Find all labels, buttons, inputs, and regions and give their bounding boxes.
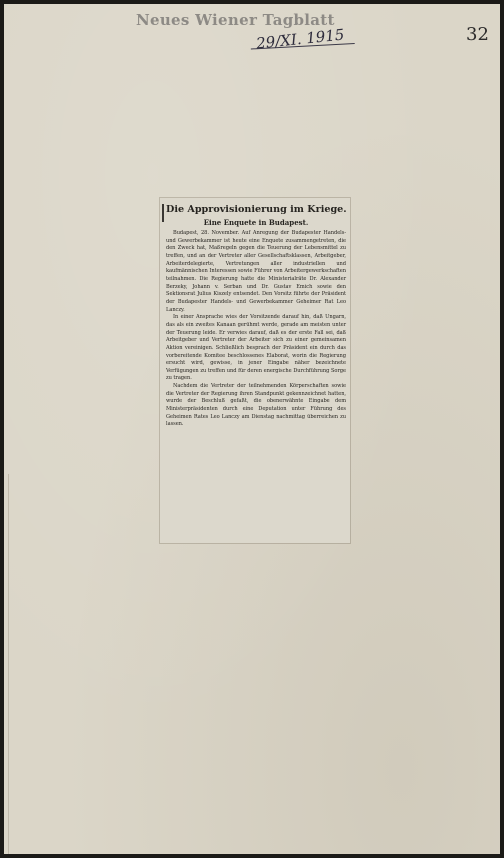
- page-number: 32: [466, 24, 489, 45]
- article-paragraph: In einer Ansprache wies der Vorsitzende darauf hin, daß Ungarn, das als ein zweites Kanaan gerühmt werde, gerade am meisten unter der Teuerung leide. Er verwies darauf, daß es der erste Fall sei, daß Arbeitgeber und Vertreter der Arbeiter sich zu einer gemeinsamen Aktion vereinigen. Schließlich besprach der Präsident ein durch das vorbereitende Komitee beschlossenes Elaborat, worin die Regierung ersucht wird, gewisse, in jener Eingabe näher bezeichnete Verfügungen zu treffen und für deren energische Durchführung Sorge zu tragen.: [166, 314, 346, 382]
- archive-page: [4, 4, 500, 854]
- article-paragraph: Nachdem die Vertreter der teilnehmenden Körperschaften sowie die Vertreter der Regierung ihren Standpunkt gekennzeichnet hatten, wurde der Beschluß gefaßt, die obenerwähnte Eingabe dem Ministerpräsidenten durch eine Deputation unter Führung des Geheimen Rates Leo Lanczy am Dienstag nachmittag überreichen zu lassen.: [166, 383, 346, 428]
- article-paragraph: Budapest, 28. November. Auf Anregung der Budapester Handels- und Gewerbekammer ist heute eine Enquete zusammengetreten, die den Zweck hat, Maßregeln gegen die Teuerung der Lebensmittel zu treffen, und an der Vertreter aller Gesellschaftsklassen, Arbeitgeber, Arbeiterdelegierte, Vertretungen aller industriellen und kaufmännischen Interessen sowie Führer von Arbeitergewerkschaften teilnahmen. Die Regierung hatte die Ministerialräte Dr. Alexander Berzeky, Johann v. Serban und Dr. Gustav Emich sowie den Sektionsrat Julius Kiszely entsendet. Den Vorsitz führte der Präsident der Budapester Handels- und Gewerbekammer Geheimer Rat Leo Lanczy.: [166, 230, 346, 313]
- article-headline: Die Approvisionierung im Kriege.: [166, 204, 347, 215]
- handwritten-date: 29/XI. 1915: [255, 25, 346, 53]
- newspaper-clipping: [160, 198, 350, 543]
- clipping-edge-mark: [162, 204, 164, 222]
- newspaper-stamp: Neues Wiener Tagblatt: [136, 11, 335, 29]
- paper-crease: [8, 474, 23, 854]
- article-subheadline: Eine Enquete in Budapest.: [203, 218, 309, 227]
